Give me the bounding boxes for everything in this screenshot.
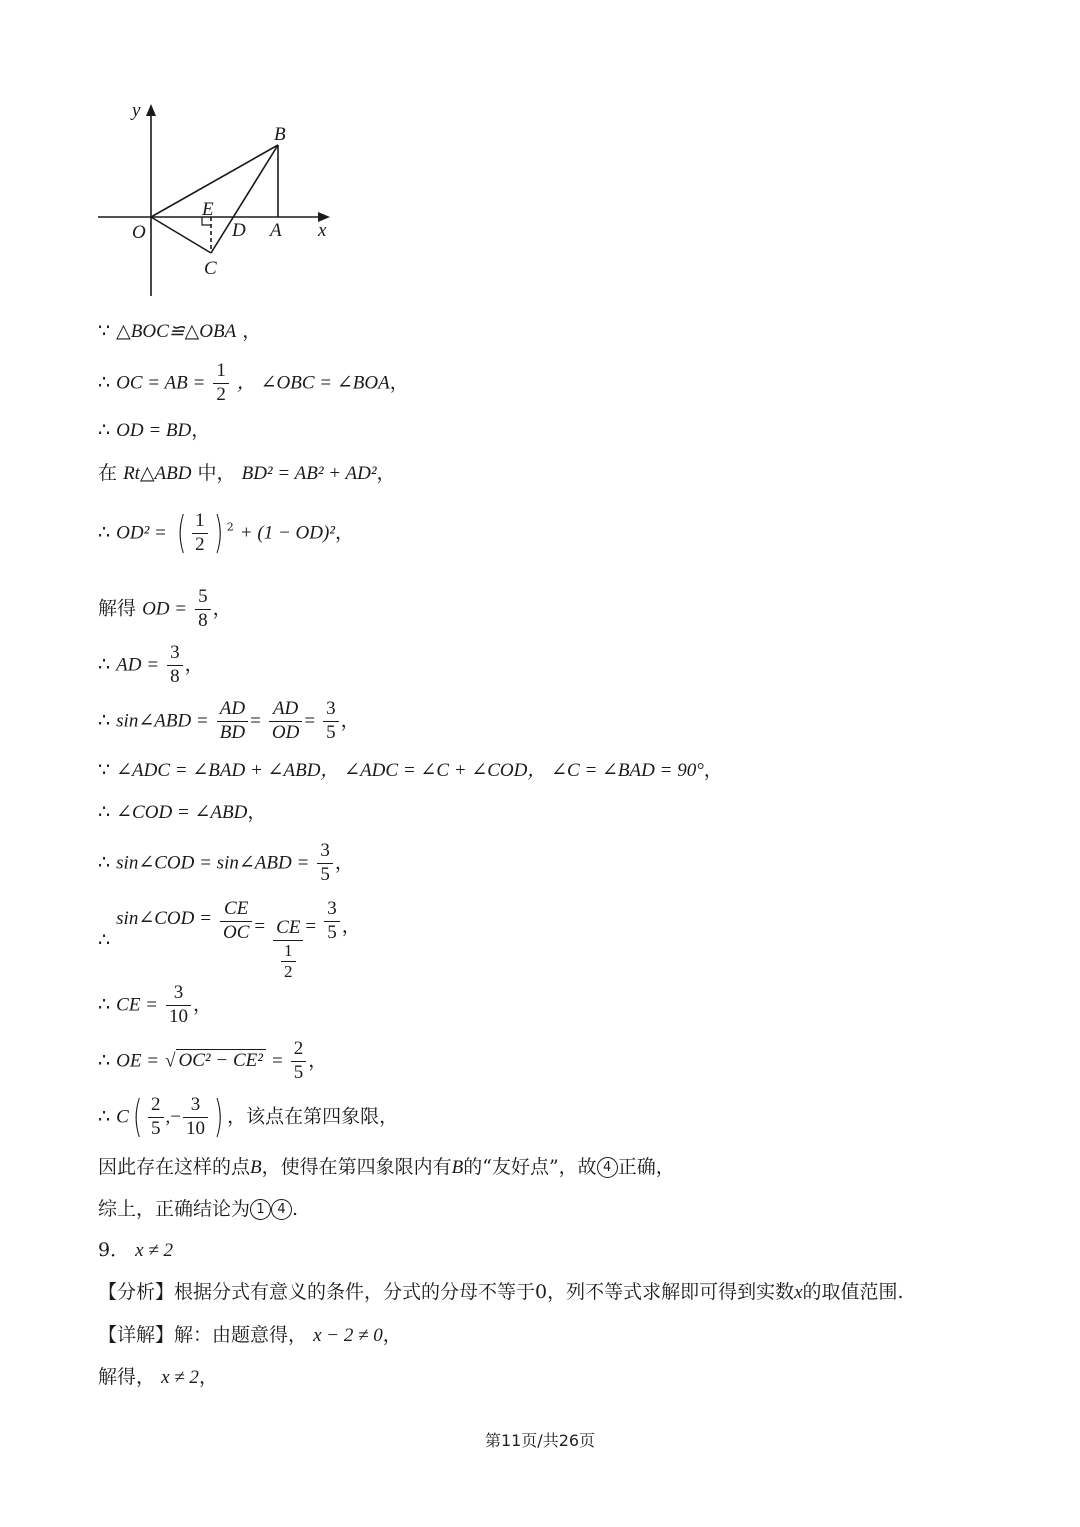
equation: OD² =: [116, 522, 167, 544]
coordinate-diagram: [92, 96, 342, 301]
text: 中，: [197, 462, 236, 484]
variable: x: [794, 1282, 803, 1303]
equation: OD = BD: [116, 420, 192, 441]
text: 解得，: [98, 1366, 156, 1388]
segment-OB: [151, 145, 278, 217]
equation: + (1 − OD)²: [239, 522, 335, 544]
page-number: 第11页/共26页: [484, 1431, 596, 1450]
solution-line-7: [98, 642, 204, 689]
equation: sin∠ABD =: [116, 710, 209, 732]
point-name: B: [250, 1157, 262, 1178]
question-9-detail: [98, 1326, 402, 1345]
punct: ，: [341, 914, 361, 937]
fraction: $\frac{1}{2}$: [192, 510, 208, 557]
fraction: $\frac{5}{8}$: [195, 586, 211, 633]
therefore-symbol: ∴: [98, 993, 111, 1016]
right-paren: ): [213, 507, 223, 559]
fraction: $\frac{3}{5}$: [324, 898, 340, 945]
fraction: $\frac{AD}{BD}$: [217, 698, 248, 745]
fraction: $\frac{3}{5}$: [317, 840, 333, 887]
fraction: $\frac{3}{8}$: [167, 642, 183, 689]
fraction: $\frac{2}{5}$: [291, 1038, 307, 1085]
fraction: $\frac{3}{10}$: [183, 1094, 208, 1141]
solution-line-13: [98, 982, 212, 1029]
solution-line-6: [98, 586, 232, 633]
therefore-symbol: ∴: [98, 851, 111, 874]
right-paren: ): [213, 1091, 224, 1143]
punct: ，: [247, 801, 267, 823]
because-symbol: ∵: [98, 320, 111, 342]
solution-line-9: [98, 761, 723, 780]
text: 正确，: [617, 1156, 675, 1178]
equation: sin∠COD =: [116, 907, 212, 929]
solution-line-2: [98, 360, 409, 407]
text: 综上，正确结论为: [98, 1198, 251, 1220]
fraction: $\frac{1}{2}$: [213, 360, 229, 407]
therefore-symbol: ∴: [98, 928, 111, 951]
question-9-solve: [98, 1368, 218, 1387]
left-paren: (: [132, 1091, 143, 1143]
fraction: $\frac{CE}{OC}$: [220, 898, 252, 945]
punct: ，: [184, 653, 204, 676]
solution-line-8: ∴ sin∠ABD = $\frac{AD}{BD}$ = $\frac{AD}{OD}$ = $\frac{3}{5}$ ，: [98, 698, 360, 743]
solution-line-4: [98, 464, 396, 483]
equation: OD =: [142, 598, 188, 620]
circled-number: 1: [250, 1199, 271, 1220]
circled-number: 4: [597, 1157, 618, 1178]
solution-line-15: [98, 1091, 399, 1143]
punct: ，: [376, 462, 396, 484]
answer: x ≠ 2: [135, 1240, 174, 1261]
congruence-statement: △BOC≌△OBA: [116, 321, 237, 342]
solution-line-3: [98, 421, 210, 440]
fraction: $\frac{1}{2}$: [281, 941, 296, 983]
solution-line-1: [98, 322, 261, 341]
punct: ，: [334, 851, 354, 874]
punct: ，: [193, 993, 213, 1016]
solution-line-14: [98, 1038, 327, 1085]
equation: CE =: [116, 994, 158, 1016]
therefore-symbol: ∴: [98, 709, 111, 732]
triangle-name: Rt△ABD: [123, 463, 192, 484]
circled-number: 4: [271, 1199, 292, 1220]
because-symbol: ∵: [98, 759, 111, 781]
equation: ， ∠OBC = ∠BOA: [236, 372, 390, 394]
therefore-symbol: ∴: [98, 1105, 111, 1128]
solution-line-11: [98, 840, 354, 887]
equation: x − 2 ≠ 0: [313, 1325, 383, 1346]
fraction: $\frac{2}{5}$: [148, 1094, 164, 1141]
text: 的“友好点”，故: [463, 1156, 597, 1178]
geometry-figure: [92, 96, 342, 301]
label-B: B: [274, 124, 286, 145]
label-x: x: [318, 220, 327, 241]
text: ，使得在第四象限内有: [261, 1156, 452, 1178]
question-number: 9．: [98, 1239, 130, 1261]
punct: ，: [198, 1366, 218, 1388]
text: 在: [98, 462, 118, 484]
separator: ,−: [165, 1106, 181, 1128]
solution-line-16: [98, 1157, 675, 1178]
sqrt-symbol: √: [165, 1050, 176, 1072]
solution-line-12: ∴ sin∠COD = $\frac{CE}{OC}$ = $\frac{CE}{\frac{1}{2}}$ = $\frac{3}{5}$ ，: [98, 898, 361, 981]
solution-line-10: [98, 803, 266, 822]
section-label: 【分析】: [98, 1281, 175, 1303]
therefore-symbol: ∴: [98, 801, 111, 823]
question-9-analysis: [98, 1283, 904, 1302]
equation: OC = AB =: [116, 372, 206, 394]
solution-line-17: [98, 1199, 298, 1220]
equals: =: [271, 1050, 283, 1072]
therefore-symbol: ∴: [98, 521, 111, 544]
text: 解：由题意得，: [174, 1324, 308, 1346]
punct: ，: [242, 320, 262, 342]
equation: AD =: [116, 654, 160, 676]
text: 解得: [98, 597, 137, 620]
punct: ，: [308, 1049, 328, 1072]
label-y: y: [132, 100, 141, 121]
fraction: $\frac{AD}{OD}$: [269, 698, 302, 745]
punct: ，: [340, 709, 360, 732]
equation: OE =: [116, 1050, 160, 1072]
text: ，该点在第四象限，: [227, 1105, 399, 1128]
equation: ∠ADC = ∠BAD + ∠ABD， ∠ADC = ∠C + ∠COD， ∠C = ∠BAD = 90°: [116, 760, 704, 781]
equation: BD² = AB² + AD²: [241, 463, 377, 484]
point-name: C: [116, 1106, 129, 1128]
punct: .: [292, 1198, 299, 1220]
exponent: 2: [226, 520, 234, 534]
punct: ，: [212, 597, 232, 620]
punct: ，: [191, 419, 211, 441]
equation: x ≠ 2: [161, 1367, 199, 1388]
equation: ∠COD = ∠ABD: [116, 802, 248, 823]
label-E: E: [202, 199, 214, 220]
therefore-symbol: ∴: [98, 371, 111, 394]
therefore-symbol: ∴: [98, 1049, 111, 1072]
radicand: OC² − CE²: [176, 1049, 266, 1071]
text: 的取值范围.: [802, 1281, 904, 1303]
label-A: A: [270, 220, 282, 241]
point-name: B: [451, 1157, 464, 1178]
compound-fraction: $\frac{CE}{\frac{1}{2}}$: [273, 917, 303, 983]
section-label: 【详解】: [98, 1324, 175, 1346]
label-D: D: [232, 220, 246, 241]
therefore-symbol: ∴: [98, 419, 111, 441]
text: 根据分式有意义的条件，分式的分母不等于0，列不等式求解即可得到实数: [174, 1281, 795, 1303]
y-axis-arrow: [146, 104, 156, 116]
fraction: $\frac{3}{5}$: [323, 698, 339, 745]
solution-line-5: [98, 507, 354, 559]
punct: ，: [382, 1324, 402, 1346]
punct: ，: [703, 759, 723, 781]
punct: ，: [389, 371, 409, 394]
label-O: O: [132, 222, 146, 243]
therefore-symbol: ∴: [98, 653, 111, 676]
question-9-answer: [98, 1241, 173, 1260]
fraction: $\frac{3}{10}$: [166, 982, 191, 1029]
text: 因此存在这样的点: [98, 1156, 251, 1178]
punct: ，: [334, 521, 354, 544]
equation: sin∠COD = sin∠ABD =: [116, 852, 310, 874]
label-C: C: [204, 258, 217, 279]
left-paren: (: [176, 507, 187, 559]
